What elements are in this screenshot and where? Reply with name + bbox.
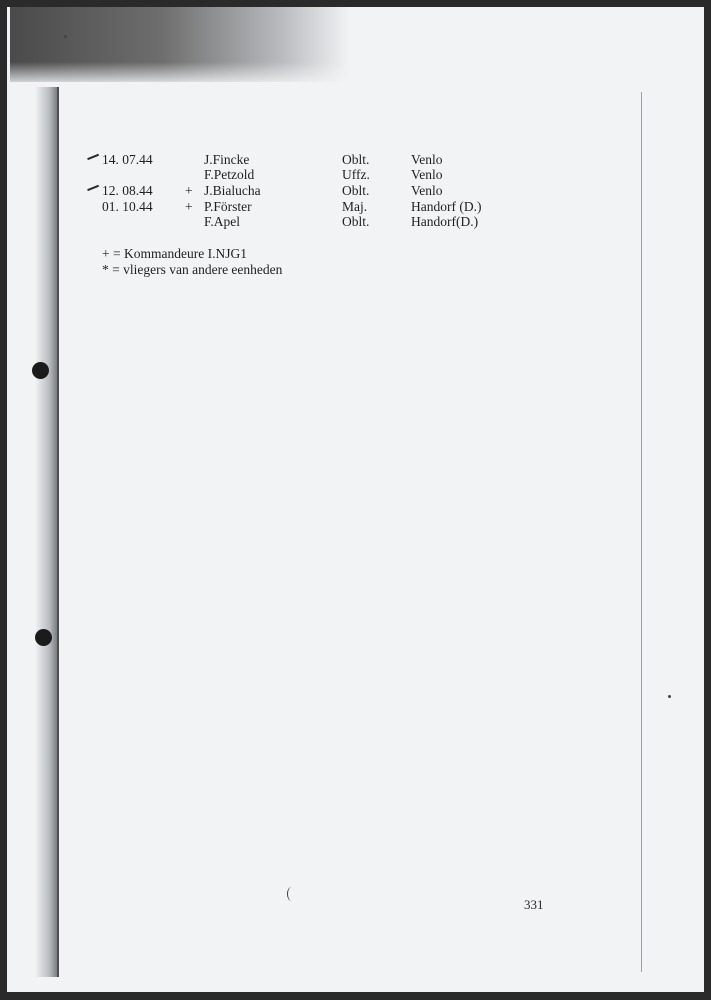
- entry-date: 12. 08.44: [102, 183, 153, 198]
- entry-date: 01. 10.44: [102, 199, 153, 214]
- document-content: [7, 7, 704, 992]
- entry-date: 14. 07.44: [102, 152, 153, 167]
- legend-commanders: + = Kommandeure I.NJG1: [102, 246, 247, 261]
- entry-place: Venlo: [411, 183, 443, 198]
- entry-name: F.Petzold: [204, 167, 255, 182]
- entry-place: Venlo: [411, 152, 443, 167]
- entry-rank: Oblt.: [342, 214, 370, 229]
- legend-other-units: * = vliegers van andere eenheden: [102, 262, 283, 277]
- entry-rank: Uffz.: [342, 167, 370, 182]
- entry-name: J.Fincke: [204, 152, 250, 167]
- check-mark-icon: [87, 154, 99, 160]
- entry-commander-mark: +: [185, 183, 193, 198]
- check-mark-icon: [87, 185, 99, 191]
- entry-rank: Maj.: [342, 199, 368, 214]
- entry-commander-mark: +: [185, 199, 193, 214]
- entry-place: Handorf (D.): [411, 199, 482, 214]
- entry-rank: Oblt.: [342, 152, 370, 167]
- entry-name: F.Apel: [204, 214, 241, 229]
- entry-name: P.Förster: [204, 199, 252, 214]
- page-number: 331: [524, 897, 544, 912]
- pencil-mark: [287, 887, 296, 901]
- entry-place: Venlo: [411, 167, 443, 182]
- document-page: [7, 7, 704, 992]
- entry-rank: Oblt.: [342, 183, 370, 198]
- entry-name: J.Bialucha: [204, 183, 261, 198]
- entry-place: Handorf(D.): [411, 214, 479, 229]
